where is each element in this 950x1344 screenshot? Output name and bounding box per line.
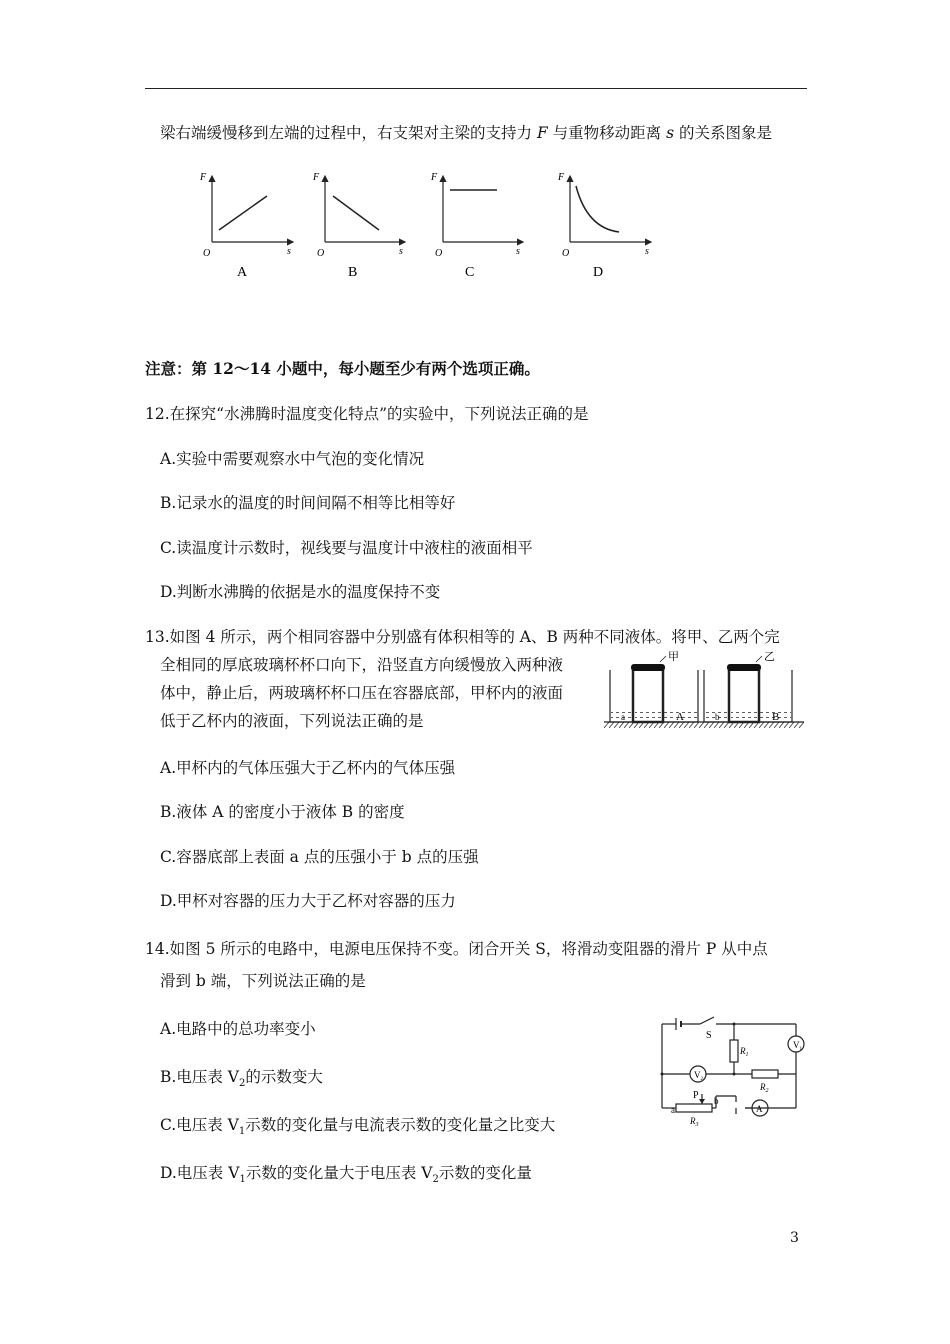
q11-stem-continuation: [160, 122, 772, 144]
q13-stem-line1: 13.如图 4 所示，两个相同容器中分别盛有体积相等的 A、B 两种不同液体。将甲、乙两个完: [145, 628, 780, 646]
switch-blade: [700, 1017, 714, 1024]
graph-b-xlabel: s: [399, 246, 403, 257]
figure-4-containers: [604, 650, 804, 732]
r1-label: $R_1$: [740, 1046, 749, 1058]
q14-d-mid: 示数的变化量大于电压表 V: [245, 1164, 433, 1182]
graph-a-label: A: [237, 265, 248, 280]
figure-5-circuit: [656, 1012, 808, 1128]
graph-b-ylabel: F: [313, 172, 320, 183]
graph-d[interactable]: [557, 172, 651, 280]
q14-option-a[interactable]: A.电路中的总功率变小: [160, 1020, 316, 1038]
notice: 注意：第 12～14 小题中，每小题至少有两个选项正确。: [145, 359, 540, 378]
graph-d-xlabel: s: [645, 246, 649, 257]
q14-stem-line2: 滑到 b 端，下列说法正确的是: [160, 972, 366, 990]
graph-a-xlabel: s: [287, 246, 291, 257]
graph-a-curve: [219, 196, 267, 230]
q13-stem-line4: 低于乙杯内的液面，下列说法正确的是: [160, 712, 424, 730]
cup-jia-label: 甲: [668, 650, 679, 663]
rheostat-r3: [676, 1104, 712, 1112]
intro-text-c: 的关系图象是: [674, 124, 772, 142]
q14-b-post: 的示数变大: [245, 1068, 323, 1086]
graph-d-ylabel: F: [558, 172, 565, 183]
graph-a-ylabel: F: [200, 172, 207, 183]
q13-option-b[interactable]: B.液体 A 的密度小于液体 B 的密度: [160, 803, 405, 821]
cup-yi-label: 乙: [764, 650, 775, 663]
graph-c-origin: O: [435, 248, 443, 259]
graph-b[interactable]: [312, 172, 405, 280]
q14-c-post: 示数的变化量与电流表示数的变化量之比变大: [245, 1116, 556, 1134]
graph-d-curve: [576, 186, 619, 232]
graph-a-origin: O: [203, 248, 211, 259]
graph-b-origin: O: [317, 248, 325, 259]
intro-text-a: 梁右端缓慢移到左端的过程中，右支架对主梁的支持力: [160, 124, 537, 142]
q14-b-pre: B.电压表 V: [160, 1068, 239, 1086]
r2-label: $R_2$: [760, 1082, 769, 1094]
q13-option-d[interactable]: D.甲杯对容器的压力大于乙杯对容器的压力: [160, 892, 456, 910]
cup-jia-base: [631, 664, 665, 671]
q14-d-pre: D.电压表 V: [160, 1164, 240, 1182]
q14-option-d[interactable]: [160, 1162, 532, 1191]
graph-d-label: D: [593, 265, 604, 280]
point-b: b: [715, 712, 720, 722]
intro-text-b: 与重物移动距离: [547, 124, 667, 142]
q14-d-sub2: 2: [432, 1174, 439, 1186]
graph-c[interactable]: [430, 172, 523, 280]
switch-label: S: [706, 1030, 712, 1041]
end-b-label: b: [714, 1096, 719, 1106]
r3-label: $R_3$: [690, 1116, 699, 1128]
end-a-label: a: [671, 1105, 675, 1115]
graph-c-xlabel: s: [516, 246, 520, 257]
q14-b-sub: 2: [238, 1078, 246, 1090]
q14-stem-line1: 14.如图 5 所示的电路中，电源电压保持不变。闭合开关 S，将滑动变阻器的滑片 P 从中点: [145, 940, 768, 958]
header-rule: [145, 88, 807, 89]
container-a: [610, 650, 698, 723]
q12-option-a[interactable]: A.实验中需要观察水中气泡的变化情况: [160, 450, 425, 468]
intro-var-F: F: [536, 124, 548, 142]
q13-stem-line3: 体中，静止后，两玻璃杯杯口压在容器底部，甲杯内的液面: [160, 684, 564, 702]
container-b: [704, 650, 792, 723]
slider-label: P: [693, 1090, 699, 1101]
graph-d-origin: O: [562, 248, 570, 259]
v2-label: $V_2$: [694, 1070, 703, 1082]
graph-a[interactable]: [199, 172, 293, 280]
q14-option-b[interactable]: [160, 1066, 323, 1095]
liquid-b-label: B: [772, 711, 780, 723]
q12-option-d[interactable]: D.判断水沸腾的依据是水的温度保持不变: [160, 583, 441, 601]
q13-option-a[interactable]: A.甲杯内的气体压强大于乙杯内的气体压强: [160, 759, 456, 777]
q12-stem: 12.在探究“水沸腾时温度变化特点”的实验中，下列说法正确的是: [145, 405, 589, 423]
v1-label: $V_1$: [793, 1040, 802, 1052]
intro-var-s: s: [666, 124, 675, 142]
q12-option-b[interactable]: B.记录水的温度的时间间隔不相等比相等好: [160, 494, 456, 512]
ammeter-label: A: [756, 1104, 763, 1114]
point-a: a: [621, 712, 625, 722]
q14-c-pre: C.电压表 V: [160, 1116, 239, 1134]
q12-option-c[interactable]: C.读温度计示数时，视线要与温度计中液柱的液面相平: [160, 539, 533, 557]
liquid-a-label: A: [676, 711, 684, 723]
q13-stem-line2: 全相同的厚底玻璃杯杯口向下，沿竖直方向缓慢放入两种液: [160, 656, 564, 674]
resistor-r1: [730, 1040, 738, 1062]
page-number: 3: [790, 1230, 799, 1246]
graph-c-ylabel: F: [431, 172, 438, 183]
q14-d-sub1: 1: [239, 1174, 246, 1186]
q14-c-sub: 1: [238, 1126, 246, 1138]
q11-graph-options: [195, 168, 665, 283]
graph-b-label: B: [348, 265, 358, 280]
cup-yi-base: [727, 664, 761, 671]
q13-option-c[interactable]: C.容器底部上表面 a 点的压强小于 b 点的压强: [160, 848, 479, 866]
q14-d-post: 示数的变化量: [438, 1164, 532, 1182]
q14-option-c[interactable]: [160, 1114, 555, 1143]
resistor-r2: [752, 1070, 778, 1078]
graph-c-label: C: [465, 265, 475, 280]
graph-b-curve: [333, 196, 379, 230]
